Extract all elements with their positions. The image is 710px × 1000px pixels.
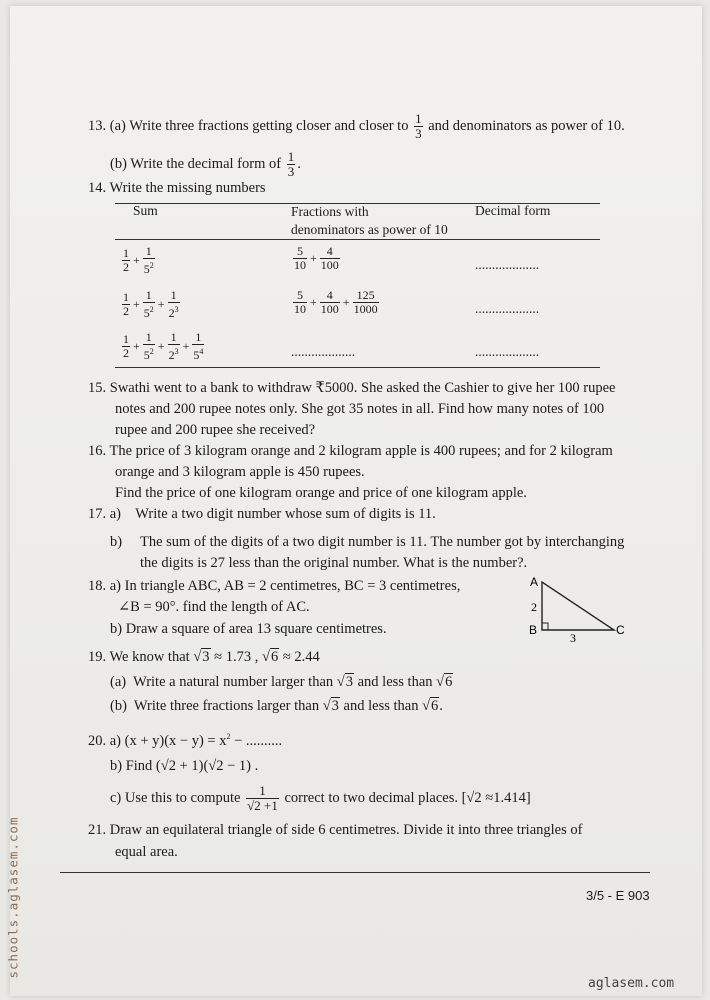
question-21: 21. Draw an equilateral triangle of side 6 centimetres. Divide it into three triangles of: [88, 822, 583, 838]
question-15: 15. Swathi went to a bank to withdraw ₹5000. She asked the Cashier to give her 100 rupee: [88, 380, 616, 396]
question-13b: (b) Write the decimal form of $\frac{1}{3}$ .: [110, 149, 301, 179]
side-watermark: schools.aglasem.com: [5, 816, 21, 979]
question-21-line2: equal area.: [115, 844, 178, 860]
question-16: 16. The price of 3 kilogram orange and 2 kilogram apple is 400 rupees; and for 2 kilogram: [88, 443, 613, 459]
question-20c: c) Use this to compute $\frac{1}{√2 +1}$ correct to two decimal places. [√2 ≈1.414]: [110, 783, 531, 813]
question-19: 19. We know that √3 ≈ 1.73 , √6 ≈ 2.44: [88, 649, 320, 665]
footer-divider: [60, 872, 650, 873]
row1-fractions: $\frac{5}{10}$ + $\frac{4}{100}$: [294, 244, 339, 272]
side-ab-length: 2: [531, 600, 537, 614]
question-16-line3: Find the price of one kilogram orange and price of one kilogram apple.: [115, 485, 527, 501]
triangle-abc-figure: [528, 576, 628, 642]
question-20b: b) Find (√2 + 1)(√2 − 1) .: [110, 758, 259, 774]
question-18a-line2: ∠B = 90°. find the length of AC.: [118, 599, 310, 615]
question-17a: 17. a) Write a two digit number whose sum of digits is 11.: [88, 506, 436, 522]
side-bc-length: 3: [570, 631, 576, 642]
row1-decimal: ...................: [475, 257, 540, 272]
question-20a: 20. a) $(x + y)(x - y) = x^2$ − ..........: [88, 732, 283, 749]
vertex-a: A: [530, 576, 539, 589]
header-fractions-2: denominators as power of 10: [291, 222, 448, 237]
question-17b: b) The sum of the digits of a two digit number is 11. The number got by interchanging: [110, 534, 625, 550]
question-15-line2: notes and 200 rupee notes only. She got 35 notes in all. Find how many notes of 100: [115, 401, 605, 417]
question-15-line3: rupee and 200 rupee she received?: [115, 422, 316, 438]
header-fractions: Fractions with: [291, 204, 369, 219]
row3-fractions: ...................: [291, 344, 356, 359]
bottom-watermark: aglasem.com: [588, 976, 675, 991]
question-19b: (b) Write three fractions larger than √3 and less than √6.: [110, 698, 443, 714]
question-14: 14. Write the missing numbers: [88, 180, 266, 196]
header-decimal: Decimal form: [475, 203, 551, 218]
question-18a: 18. a) In triangle ABC, AB = 2 centimetres, BC = 3 centimetres,: [88, 578, 461, 594]
row2-sum: $\frac{1}{2}$ + $\frac{1}{5^2}$ + $\frac{1}{2^3}$: [123, 288, 179, 320]
row2-decimal: ...................: [475, 301, 540, 316]
vertex-b: B: [529, 623, 538, 637]
row2-fractions: $\frac{5}{10}$ + $\frac{4}{100}$ + $\frac{125}{1000}$: [294, 288, 378, 316]
vertex-c: C: [616, 623, 625, 637]
row3-decimal: ...................: [475, 344, 540, 359]
question-16-line2: orange and 3 kilogram apple is 450 rupees.: [115, 464, 365, 480]
question-17b-line2: the digits is 27 less than the original number. What is the number?.: [140, 555, 528, 571]
question-18b: b) Draw a square of area 13 square centimetres.: [110, 621, 387, 637]
paper-code: 3/5 - E 903: [586, 888, 650, 903]
header-sum: Sum: [133, 203, 158, 218]
question-19a: (a) Write a natural number larger than √3 and less than √6: [110, 674, 453, 690]
row3-sum: $\frac{1}{2}$ + $\frac{1}{5^2}$ + $\frac{1}{2^3}$ + $\frac{1}{5^4}$: [123, 330, 204, 362]
question-13a: 13. (a) Write three fractions getting closer and closer to $\frac{1}{3}$ and denominators as power of 10.: [88, 111, 625, 141]
row1-sum: $\frac{1}{2}$ + $\frac{1}{5^2}$: [123, 244, 154, 276]
